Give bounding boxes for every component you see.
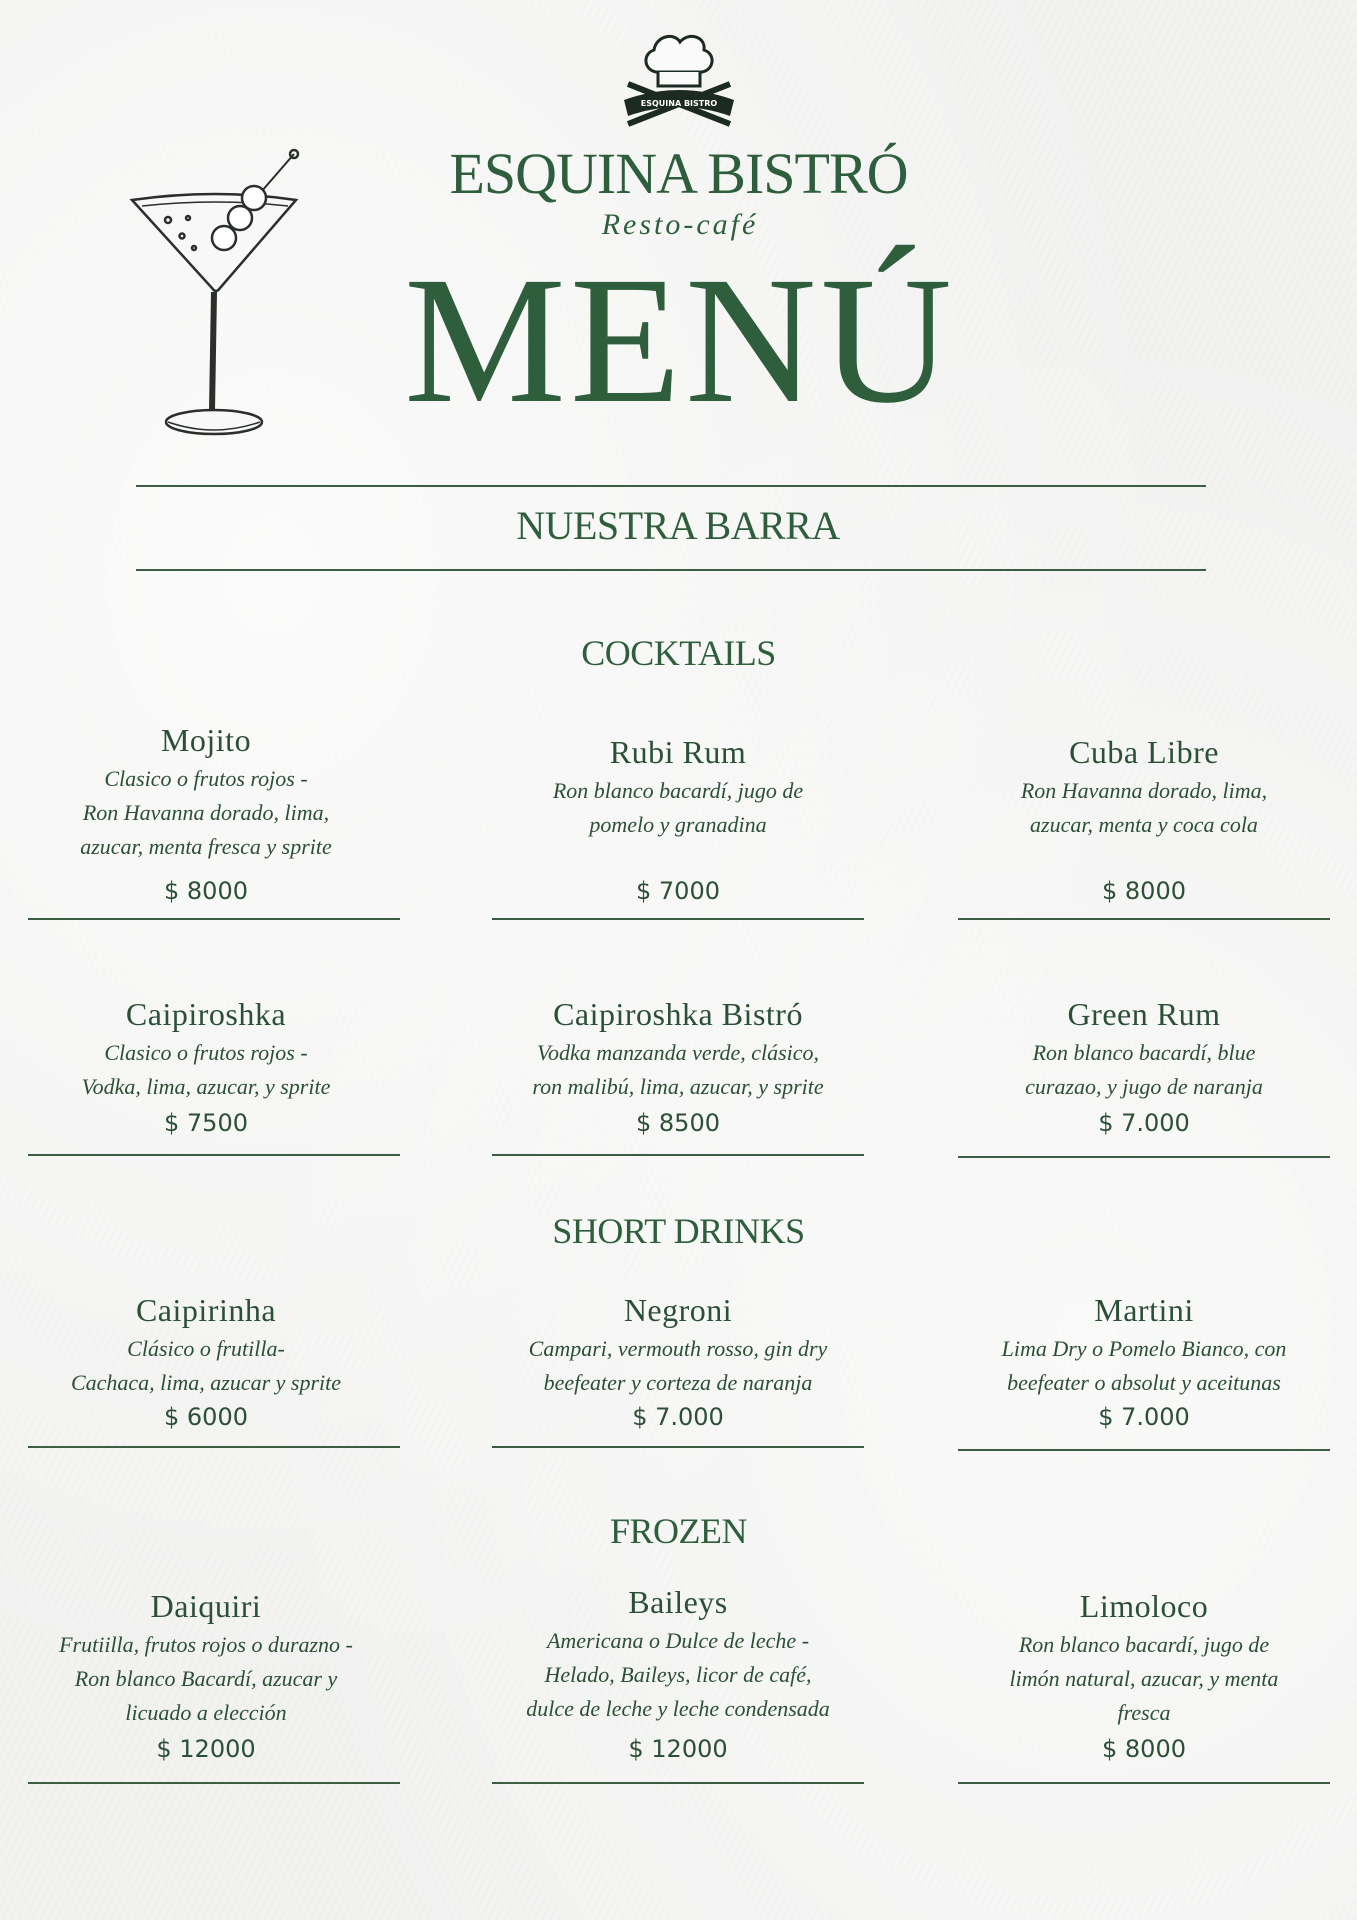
item-description: Campari, vermouth rosso, gin dry beefeater y corteza de naranja bbox=[528, 1336, 828, 1395]
item-divider bbox=[492, 918, 864, 920]
item-price: $ 7.000 bbox=[1098, 1109, 1190, 1137]
item-description: Lima Dry o Pomelo Bianco, con beefeater o absolut y aceitunas bbox=[1001, 1336, 1287, 1395]
item-name: Green Rum bbox=[1067, 996, 1221, 1032]
item-description: Clásico o frutilla- Cachaca, lima, azucar y sprite bbox=[70, 1336, 342, 1395]
bar-title: NUESTRA BARRA bbox=[516, 503, 840, 548]
item-price: $ 7.000 bbox=[632, 1403, 724, 1431]
item-name: Caipirinha bbox=[135, 1292, 277, 1328]
divider-top bbox=[136, 485, 1206, 487]
menu-item-daiquiri bbox=[20, 1586, 392, 1764]
menu-item-caipiroshka bbox=[20, 994, 392, 1138]
section-title-cocktails: COCKTAILS bbox=[581, 633, 776, 673]
menu-item-limoloco bbox=[958, 1586, 1330, 1764]
item-description: Ron blanco bacardí, blue curazao, y jugo de naranja bbox=[1025, 1040, 1263, 1099]
item-name: Negroni bbox=[623, 1292, 733, 1328]
item-name: Caipiroshka bbox=[125, 996, 287, 1032]
item-description: Frutiilla, frutos rojos o durazno - Ron blanco Bacardí, azucar y licuado a elección bbox=[59, 1632, 353, 1725]
item-name: Daiquiri bbox=[150, 1588, 262, 1624]
item-divider bbox=[28, 1446, 400, 1448]
item-price: $ 7000 bbox=[636, 877, 720, 905]
item-divider bbox=[958, 1782, 1330, 1784]
item-price: $ 12000 bbox=[156, 1735, 256, 1763]
item-description: Ron blanco bacardí, jugo de pomelo y granadina bbox=[552, 778, 804, 837]
item-price: $ 7500 bbox=[164, 1109, 248, 1137]
menu-item-cuba-libre bbox=[958, 732, 1330, 906]
item-name: Martini bbox=[1094, 1292, 1194, 1328]
menu-item-rubi-rum bbox=[492, 732, 864, 906]
brand-tagline: Resto-café bbox=[601, 208, 759, 241]
item-price: $ 6000 bbox=[164, 1403, 248, 1431]
item-description: Clasico o frutos rojos - Ron Havanna dorado, lima, azucar, menta fresca y sprite bbox=[80, 766, 332, 859]
menu-item-mojito bbox=[20, 720, 392, 906]
menu-title: MENÚ bbox=[404, 240, 956, 441]
item-description: Clasico o frutos rojos - Vodka, lima, azucar, y sprite bbox=[81, 1040, 331, 1099]
logo-text: ESQUINA BISTRO bbox=[640, 99, 718, 108]
item-divider bbox=[28, 1154, 400, 1156]
menu-item-green-rum bbox=[958, 994, 1330, 1138]
item-description: Ron blanco bacardí, jugo de limón natural, azucar, y menta fresca bbox=[1009, 1632, 1279, 1725]
chef-hat-logo bbox=[618, 26, 740, 134]
item-divider bbox=[492, 1782, 864, 1784]
item-divider bbox=[958, 1449, 1330, 1451]
item-divider bbox=[492, 1154, 864, 1156]
item-name: Caipiroshka Bistró bbox=[553, 996, 803, 1032]
menu-item-baileys bbox=[492, 1582, 864, 1764]
menu-item-martini bbox=[958, 1290, 1330, 1432]
section-title-short-drinks: SHORT DRINKS bbox=[552, 1211, 805, 1251]
martini-glass-illustration bbox=[128, 148, 304, 448]
item-price: $ 8000 bbox=[1102, 1735, 1186, 1763]
item-price: $ 8500 bbox=[636, 1109, 720, 1137]
item-price: $ 12000 bbox=[628, 1735, 728, 1763]
item-name: Mojito bbox=[160, 722, 252, 758]
section-title-frozen: FROZEN bbox=[609, 1511, 747, 1551]
item-divider bbox=[28, 918, 400, 920]
item-divider bbox=[28, 1782, 400, 1784]
item-price: $ 8000 bbox=[1102, 877, 1186, 905]
menu-item-negroni bbox=[492, 1290, 864, 1432]
item-name: Rubi Rum bbox=[609, 734, 747, 770]
item-description: Ron Havanna dorado, lima, azucar, menta y coca cola bbox=[1020, 778, 1268, 837]
menu-item-caipiroshka-bistro bbox=[492, 994, 864, 1138]
item-price: $ 7.000 bbox=[1098, 1403, 1190, 1431]
item-name: Baileys bbox=[628, 1584, 728, 1620]
item-divider bbox=[958, 918, 1330, 920]
item-name: Cuba Libre bbox=[1069, 734, 1219, 770]
item-name: Limoloco bbox=[1079, 1588, 1209, 1624]
item-divider bbox=[958, 1156, 1330, 1158]
item-price: $ 8000 bbox=[164, 877, 248, 905]
brand-name: ESQUINA BISTRÓ bbox=[449, 141, 908, 206]
divider-bottom bbox=[136, 569, 1206, 571]
menu-item-caipirinha bbox=[20, 1290, 392, 1432]
item-divider bbox=[492, 1446, 864, 1448]
item-description: Vodka manzanda verde, clásico, ron malibú, lima, azucar, y sprite bbox=[532, 1040, 824, 1099]
item-description: Americana o Dulce de leche - Helado, Baileys, licor de café, dulce de leche y leche condensada bbox=[526, 1628, 830, 1721]
